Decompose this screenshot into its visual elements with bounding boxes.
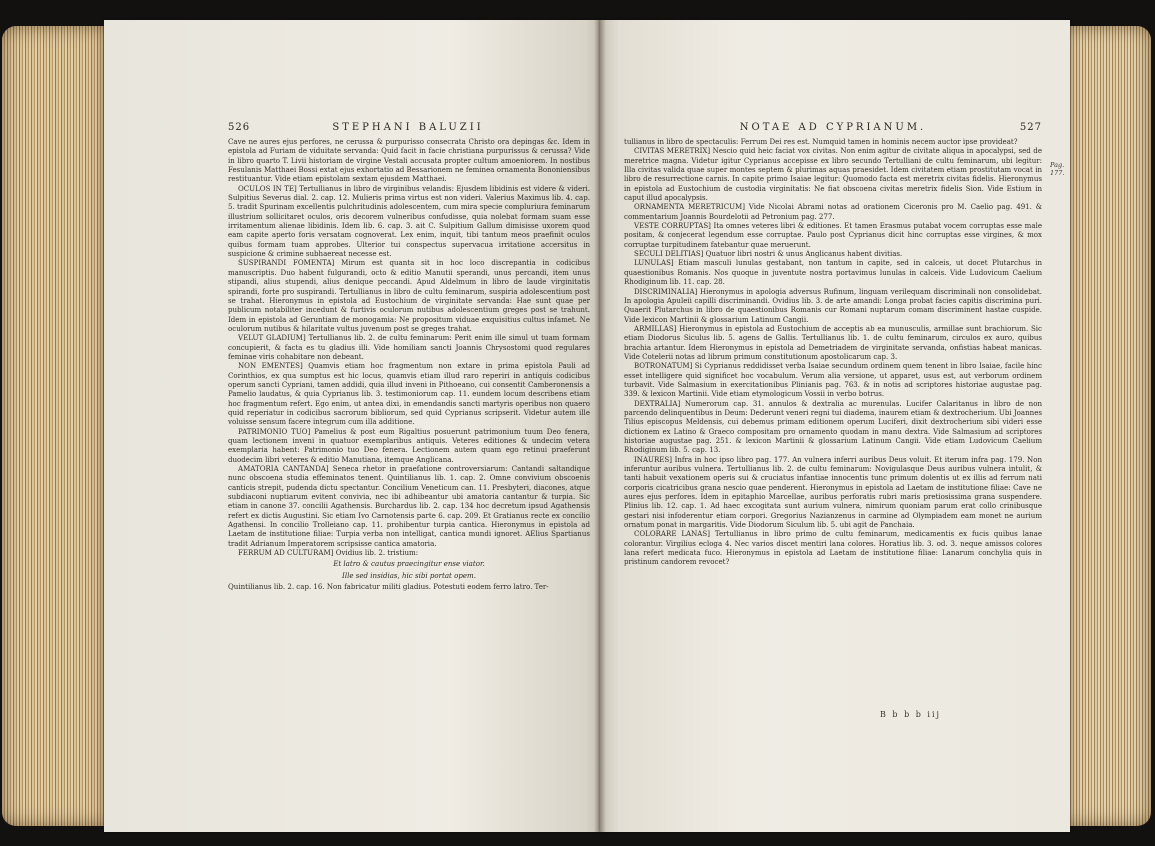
paragraph: PATRIMONIO TUO] Pamelius & post eum Rigaltius posuerunt patrimonium tuum Deo fenera, quam lectionem inveni in quatuor exemplaribus antiquis. Veteres editiones & undecim vetera exemplaria habent: Patrimonio tuo Deo fenera. Lectionem autem quam ego retinui praeferunt duodecim libri veteres & editio Manutiana, itemque Anglicana. (228, 426, 590, 464)
closing-line: Quintilianus lib. 2. cap. 16. Non fabricatur militi gladius. Potestuti eodem ferro latro. Ter- (228, 582, 549, 592)
right-page (600, 20, 1070, 832)
left-running-title: STEPHANI BALUZII (332, 122, 484, 133)
signature-mark: B b b b iij (880, 710, 942, 719)
poem-line: Ille sed insidias, hic sibi portat opem. (342, 570, 476, 580)
poem-line: Et latro & cautus praecingitur ense viator. (333, 559, 485, 569)
left-fore-edge (2, 26, 106, 826)
paragraph: SECULI DELITIAS] Quatuor libri nostri & unus Anglicanus habent divitias. (634, 249, 903, 259)
paragraph: OCULOS IN TE] Tertullianus in libro de virginibus velandis: Ejusdem libidinis est videre & videri. Sulpitius Severus dial. 2. cap. 12. Mulieris prima virtus est non videri. Valerius Maximus lib. 4. cap. 5. tradit Spurinam excellentis pulchritudinis adolescentem, cum mira specie compluriura feminarum illustrium sollicitaret oculos, oris decorem vulneribus confudisse, quia nolebat formam suam esse irritamentum alienae libidinis. Idem lib. 6. cap. 3. ait C. Sulpitium Gallum dimisisse uxorem quod eam capite aperto foris versatam cognoverat. Lex enim, inquit, tibi tantum meos praefinit oculos quibus formam tuam approbes. Ulterior tui conspectus supervacua irritatione accersitus in suspicione & crimine subhaereat necesse est. (228, 183, 590, 259)
paragraph: SUSPIRANDI FOMENTA] Mirum est quanta sit in hoc loco discrepantia in codicibus manuscriptis. Duo habent fulgurandi, octo & editio Manutii sperandi, unus percandi, item unus stipandi, alius stupendi, alius denique peccandi. Apud Aldelmum in libro de laude virginitatis spirandi, forte pro suspirandi. Tertullianus in libro de cultu feminarum, suspiria adolescentium post se trahat. Hieronymus in epistola ad Eustochium de virginitate servanda: Hae sunt quae per publicum notabiliter incedunt & furtivis oculorum nutibus adolescentium greges post se trahunt. Idem in epistola ad Geruntiam de monogamia: Ne propositum viduae exquisitius cultus infamet. Ne oculorum nutibus & hilaritate vultus juvenum post se greges trahat. (228, 258, 590, 333)
paragraph: Cave ne aures ejus perfores, ne cerussa & purpurisso consecrata Christo ora depingas &c. Idem in epistola ad Furiam de viduitate servanda: Quid facit in facie christiana purpurissus & cerussa? Vide in libro quarto T. Livii historiam de virgine Vestali accusata propter cultum amoeniorem. In nostibus Fesulanis Matthaei Bossi extat ejus exhortatio ad Bessarionem ne feminea ornamenta Bononiensibus restituantur. Vide etiam epistolam sextam ejusdem Matthaei. (228, 137, 590, 184)
paragraph: DISCRIMINALIA] Hieronymus in apologia adversus Rufinum, linguam verilequam discriminali non consolidebat. In apologia Apuleii capilli discriminandi. Ovidius lib. 3. de arte amandi: Longa probat facies capitis discrimina puri. Quaerit Plutarchus in libro de quaestionibus Romanis cur Romani nuptarum comam discriminent hastae cuspide. Vide lexicon Martinii & glossarium Latinum Cangii. (624, 286, 1042, 324)
margin-note: Pag. 177. (1050, 161, 1065, 177)
paragraph: ORNAMENTA MERETRICUM] Vide Nicolai Abrami notas ad orationem Ciceronis pro M. Caelio pag. 491. & commentarium Joannis Bourdelotii ad Petronium pag. 277. (624, 202, 1042, 221)
paragraph: VELUT GLADIUM] Tertullianus lib. 2. de cultu feminarum: Perit enim ille simul ut tuam formam concupierit, & facta es tu gladius illi. Vide homiliam sancti Joannis Chrysostomi quod regulares feminae viris cohabitare non debeant. (228, 333, 590, 361)
paragraph: NON EMENTES] Quamvis etiam hoc fragmentum non extare in prima epistola Pauli ad Corinthios, ex qua sumptus est hic locus, quamvis etiam illud raro reperiri in antiquis codicibus operum sancti Cypriani, tamen addidi, quia illud inveni in Pithoeano, cui consentit Camberonensis a Pamelio laudatus, & quia Cyprianus lib. 3. testimoniorum cap. 11. eundem locum describens etiam hoc fragmentum refert. Ego enim, ut antea dixi, in emendandis sancti martyris operibus non quaero quid reperiatur in codicibus sacrorum bibliorum, sed quid Cyprianus scripserit. Videtur autem ille voluisse sensum facere integrum cum illa additione. (228, 361, 590, 427)
paragraph: CIVITAS MERETRIX] Nescio quid heic faciat vox civitas. Non enim agitur de civitate aliqua in apocalypsi, sed de meretrice magna. Videtur igitur Cyprianus accepisse ex libro secundo Tertulliani de cultu feminarum, ubi legitur: Illa civitas valida quae super montes septem & plurimas aquas praesidet. Idem civitatem etiam prostitutam vocat in libro de resurrectione carnis. In capite primo Isaiae legitur: Quomodo facta est meretrix civitas fidelis. Hieronymus in epistola ad Eustochium de custodia virginitatis: Ne fiat obscoena civitas meretrix fidelis Sion. Vide Estium in caput illud apocalypsis. (624, 146, 1042, 203)
paragraph: LUNULAS] Etiam masculi lunulas gestabant, non tantum in capite, sed in calceis, ut docet Plutarchus in quaestionibus Romanis. Nos quoque in juventute nostra portavimus lunulas in calceis. Vide Ludovicum Caelium Rhodiginum lib. 11. cap. 28. (624, 258, 1042, 287)
right-page-number: 527 (1019, 122, 1042, 133)
paragraph: INAURES] Infra in hoc ipso libro pag. 177. An vulnera inferri auribus Deus voluit. Et iterum infra pag. 179. Non inferuntur auribus vulnera. Tertullianus lib. 2. de cultu feminarum: Novigulasque Deus auribus vulnera intulit, & tanti habuit vexationem operis sui & cruciatus infantiae innocentis tunc primum dolentis ut ex illis ad ferrum nati corporis cicatricibus grana nescio quae penderent. Hieronymus in epistola ad Laetam de institutione filiae: Cave ne aures ejus perfores. Idem in epitaphio Marcellae, auribus perforatis rubri maris pretiosissima grana suspendere. Plinius lib. 12. cap. 1. Ad haec excogitata sunt aurium vulnera, nimirum quoniam parum erat collo crinibusque gestari nisi infoderentur etiam corpori. Gregorius Nazianzenus in carmine ad Olympiadem eam monet ne aurium ornatum ponat in margaritis. Vide Diodorum Siculum lib. 5. ubi agit de Panchaia. (624, 454, 1042, 530)
paragraph: DEXTRALIA] Numerorum cap. 31. annulos & dextralia ac murenulas. Lucifer Calaritanus in libro de non parcendo delinquentibus in Deum: Dederunt veneri regni tui diadema, inaurem etiam & dextrocherium. Ubi Joannes Tilius episcopus Meldensis, cui debemus primam editionem operum Luciferi, dixit dextrocherium sibi videri esse dictionem ex Latino & Graeco compositam pro ornamento quodam in manu dextra. Vide Salmasium ad scriptores historiae augustae pag. 251. & lexicon Martinii & glossarium Latinum Cangii. Vide etiam Ludovicum Caelium Rhodiginum lib. 5. cap. 13. (624, 398, 1042, 455)
left-page (104, 20, 600, 832)
paragraph: FERRUM AD CULTURAM] Ovidius lib. 2. tristium: (238, 548, 419, 558)
paragraph: BOTRONATUM] Si Cyprianus reddidisset verba Isaiae secundum ordinem quem tenent in libro Isaiae, facile hinc esset intelligere quid significet hoc vocabulum. Verum alia versione, ut apparet, usus est, aut verborum ordinem turbavit. Vide Salmasium in exercitationibus Plinianis pag. 763. & in notis ad scriptores historiae augustae pag. 339. & lexicon Martinii. Vide etiam etymologicum Vossii in verbo botrus. (624, 361, 1042, 399)
right-fore-edge (1065, 26, 1151, 826)
paragraph: ARMILLAS] Hieronymus in epistola ad Eustochium de acceptis ab ea munusculis, armillae sunt brachiorum. Sic etiam Diodorus Siculus lib. 5. agens de Gallis. Tertullianus lib. 1. de cultu feminarum, circulos ex auro, quibus brachia artantur. Idem Hieronymus in epistola ad Demetriadem de virginitate servanda, onfistias habeat manicas. Vide Cotelerii notas ad librum primum constitutionum apostolicarum cap. 3. (624, 323, 1042, 361)
left-body-text (228, 137, 590, 592)
gutter-shadow (594, 20, 606, 832)
left-page-number: 526 (228, 122, 251, 133)
paragraph: AMATORIA CANTANDA] Seneca rhetor in praefatione controversiarum: Cantandi saltandique nunc obscoena studia effeminatos tenent. Quintilianus lib. 1. cap. 2. Omne convivium obscoenis canticis strepit, pudenda dictu spectantur. Concilium Veneticum can. 11. Presbyteri, diacones, atque subdiaconi nuptiarum evitent convivia, nec ibi adhibeantur ubi amatoria cantantur & turpia. Sic etiam in canone 37. concilii Agathensis. Burchardus lib. 2. cap. 134 hoc decretum ipsud Agathensis refert ex dictis Augustini. Sic etiam Ivo Carnotensis parte 6. cap. 209. Et Gratianus recte ex concilio Agathensi. In concilio Trolleiano cap. 11. prohibentur turpia cantica. Hieronymus in epistola ad Laetam de institutione filiae: Turpia verba non intelligat, cantica mundi ignoret. AElius Spartianus tradit Adrianum Imperatorem scripsisse cantica amatoria. (228, 464, 590, 548)
left-running-head (228, 122, 588, 136)
paragraph: tullianus in libro de spectaculis: Ferrum Dei res est. Numquid tamen in hominis necem auctor ipse provideat? (624, 137, 1018, 146)
paragraph: VESTE CORRUPTAS] Ita omnes veteres libri & editiones. Et tamen Erasmus putabat vocem corruptas esse male positam, & conjecerat legendum esse corruptae. Paulo post Cyprianus dicit hinc corruptas esse virgines, & mox corruptae turpitudinem fatebantur quae meruerunt. (624, 221, 1042, 249)
right-running-head (624, 122, 1042, 136)
right-running-title: NOTAE AD CYPRIANUM. (739, 122, 927, 133)
paragraph: COLORARE LANAS] Tertullianus in libro primo de cultu feminarum, medicamentis ex fucis quibus lanae colorantur. Virgilius ecloga 4. Nec varios discet mentiri lana colores. Horatius lib. 3. od. 3. neque amissos colores lana refert medicata fuco. Hieronymus in epistola ad Laetam de institutione filiae: Lanarum conchylia quis in pristinum candorem revocet? (624, 529, 1042, 567)
right-body-text (624, 137, 1042, 567)
